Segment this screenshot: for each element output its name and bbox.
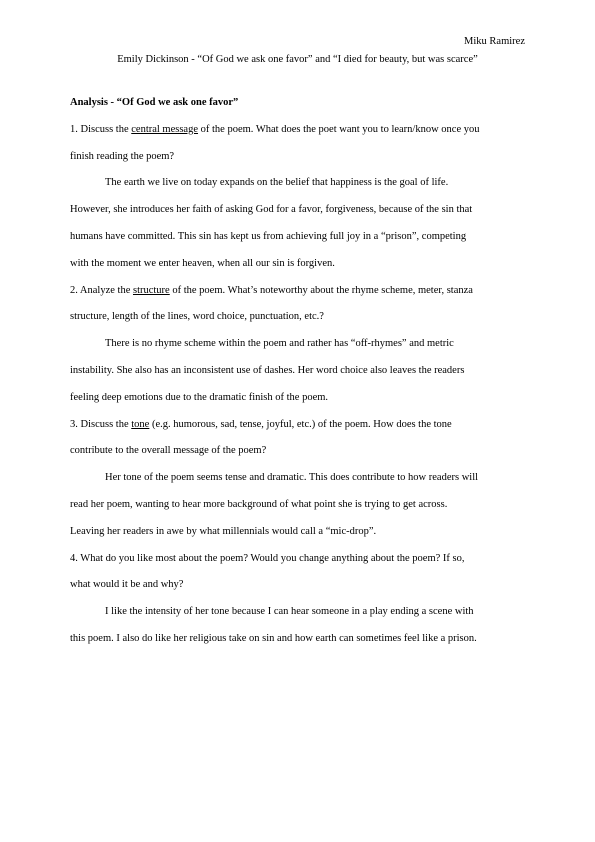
answer-1-line: The earth we live on today expands on the belief that happiness is the goal of life. (105, 177, 449, 189)
answer-3-line: read her poem, wanting to hear more background of what point she is trying to get across. (70, 498, 448, 510)
answer-4-line: this poem. I also do like her religious take on sin and how earth can sometimes feel like a prison. (70, 632, 477, 644)
answer-1-line: humans have committed. This sin has kept us from achieving full joy in a “prison”, competing (70, 230, 467, 242)
answer-4-line: I like the intensity of her tone because I can hear someone in a play ending a scene with (105, 606, 474, 618)
answer-2-line: instability. She also has an inconsistent use of dashes. Her word choice also leaves the readers (70, 364, 465, 376)
question-3 (70, 418, 525, 445)
question-text: (e.g. humorous, sad, tense, joyful, etc.) of the poem. How does the tone (149, 418, 452, 430)
answer-1-line: However, she introduces her faith of asking God for a favor, forgiveness, because of the sin that (70, 204, 473, 216)
question-text: 1. Discuss the (70, 123, 132, 135)
author-name: Miku Ramirez (464, 36, 525, 47)
question-2 (70, 284, 525, 311)
question-text: 2. Analyze the (70, 284, 133, 296)
analysis-section (70, 96, 525, 659)
section-heading: Analysis - “Of God we ask one favor” (70, 97, 239, 108)
question-1 (70, 123, 525, 150)
document-title: Emily Dickinson - “Of God we ask one favor” and “I died for beauty, but was scarce” (117, 54, 478, 65)
question-key-term: structure (132, 284, 170, 296)
question-4-continued: what would it be and why? (70, 579, 184, 591)
answer-2-line: There is no rhyme scheme within the poem and rather has “off-rhymes” and metric (105, 338, 454, 350)
answer-2-line: feeling deep emotions due to the dramatic finish of the poem. (70, 391, 329, 403)
question-4: 4. What do you like most about the poem? Would you change anything about the poem? If so, (70, 552, 465, 564)
answer-3-line: Her tone of the poem seems tense and dramatic. This does contribute to how readers will (105, 472, 479, 484)
question-key-term: central message (131, 123, 199, 135)
question-text: of the poem. What does the poet want you to learn/know once you (198, 123, 480, 135)
question-key-term: tone (131, 418, 150, 430)
question-1-continued: finish reading the poem? (70, 150, 175, 162)
question-3-continued: contribute to the overall message of the poem? (70, 445, 267, 457)
question-text: 3. Discuss the (70, 418, 132, 430)
answer-3-line: Leaving her readers in awe by what millennials would call a “mic-drop”. (70, 525, 377, 537)
question-2-continued: structure, length of the lines, word choice, punctuation, etc.? (70, 311, 324, 323)
answer-1-line: with the moment we enter heaven, when all our sin is forgiven. (70, 257, 335, 269)
question-text: of the poem. What’s noteworthy about the rhyme scheme, meter, stanza (169, 284, 473, 296)
